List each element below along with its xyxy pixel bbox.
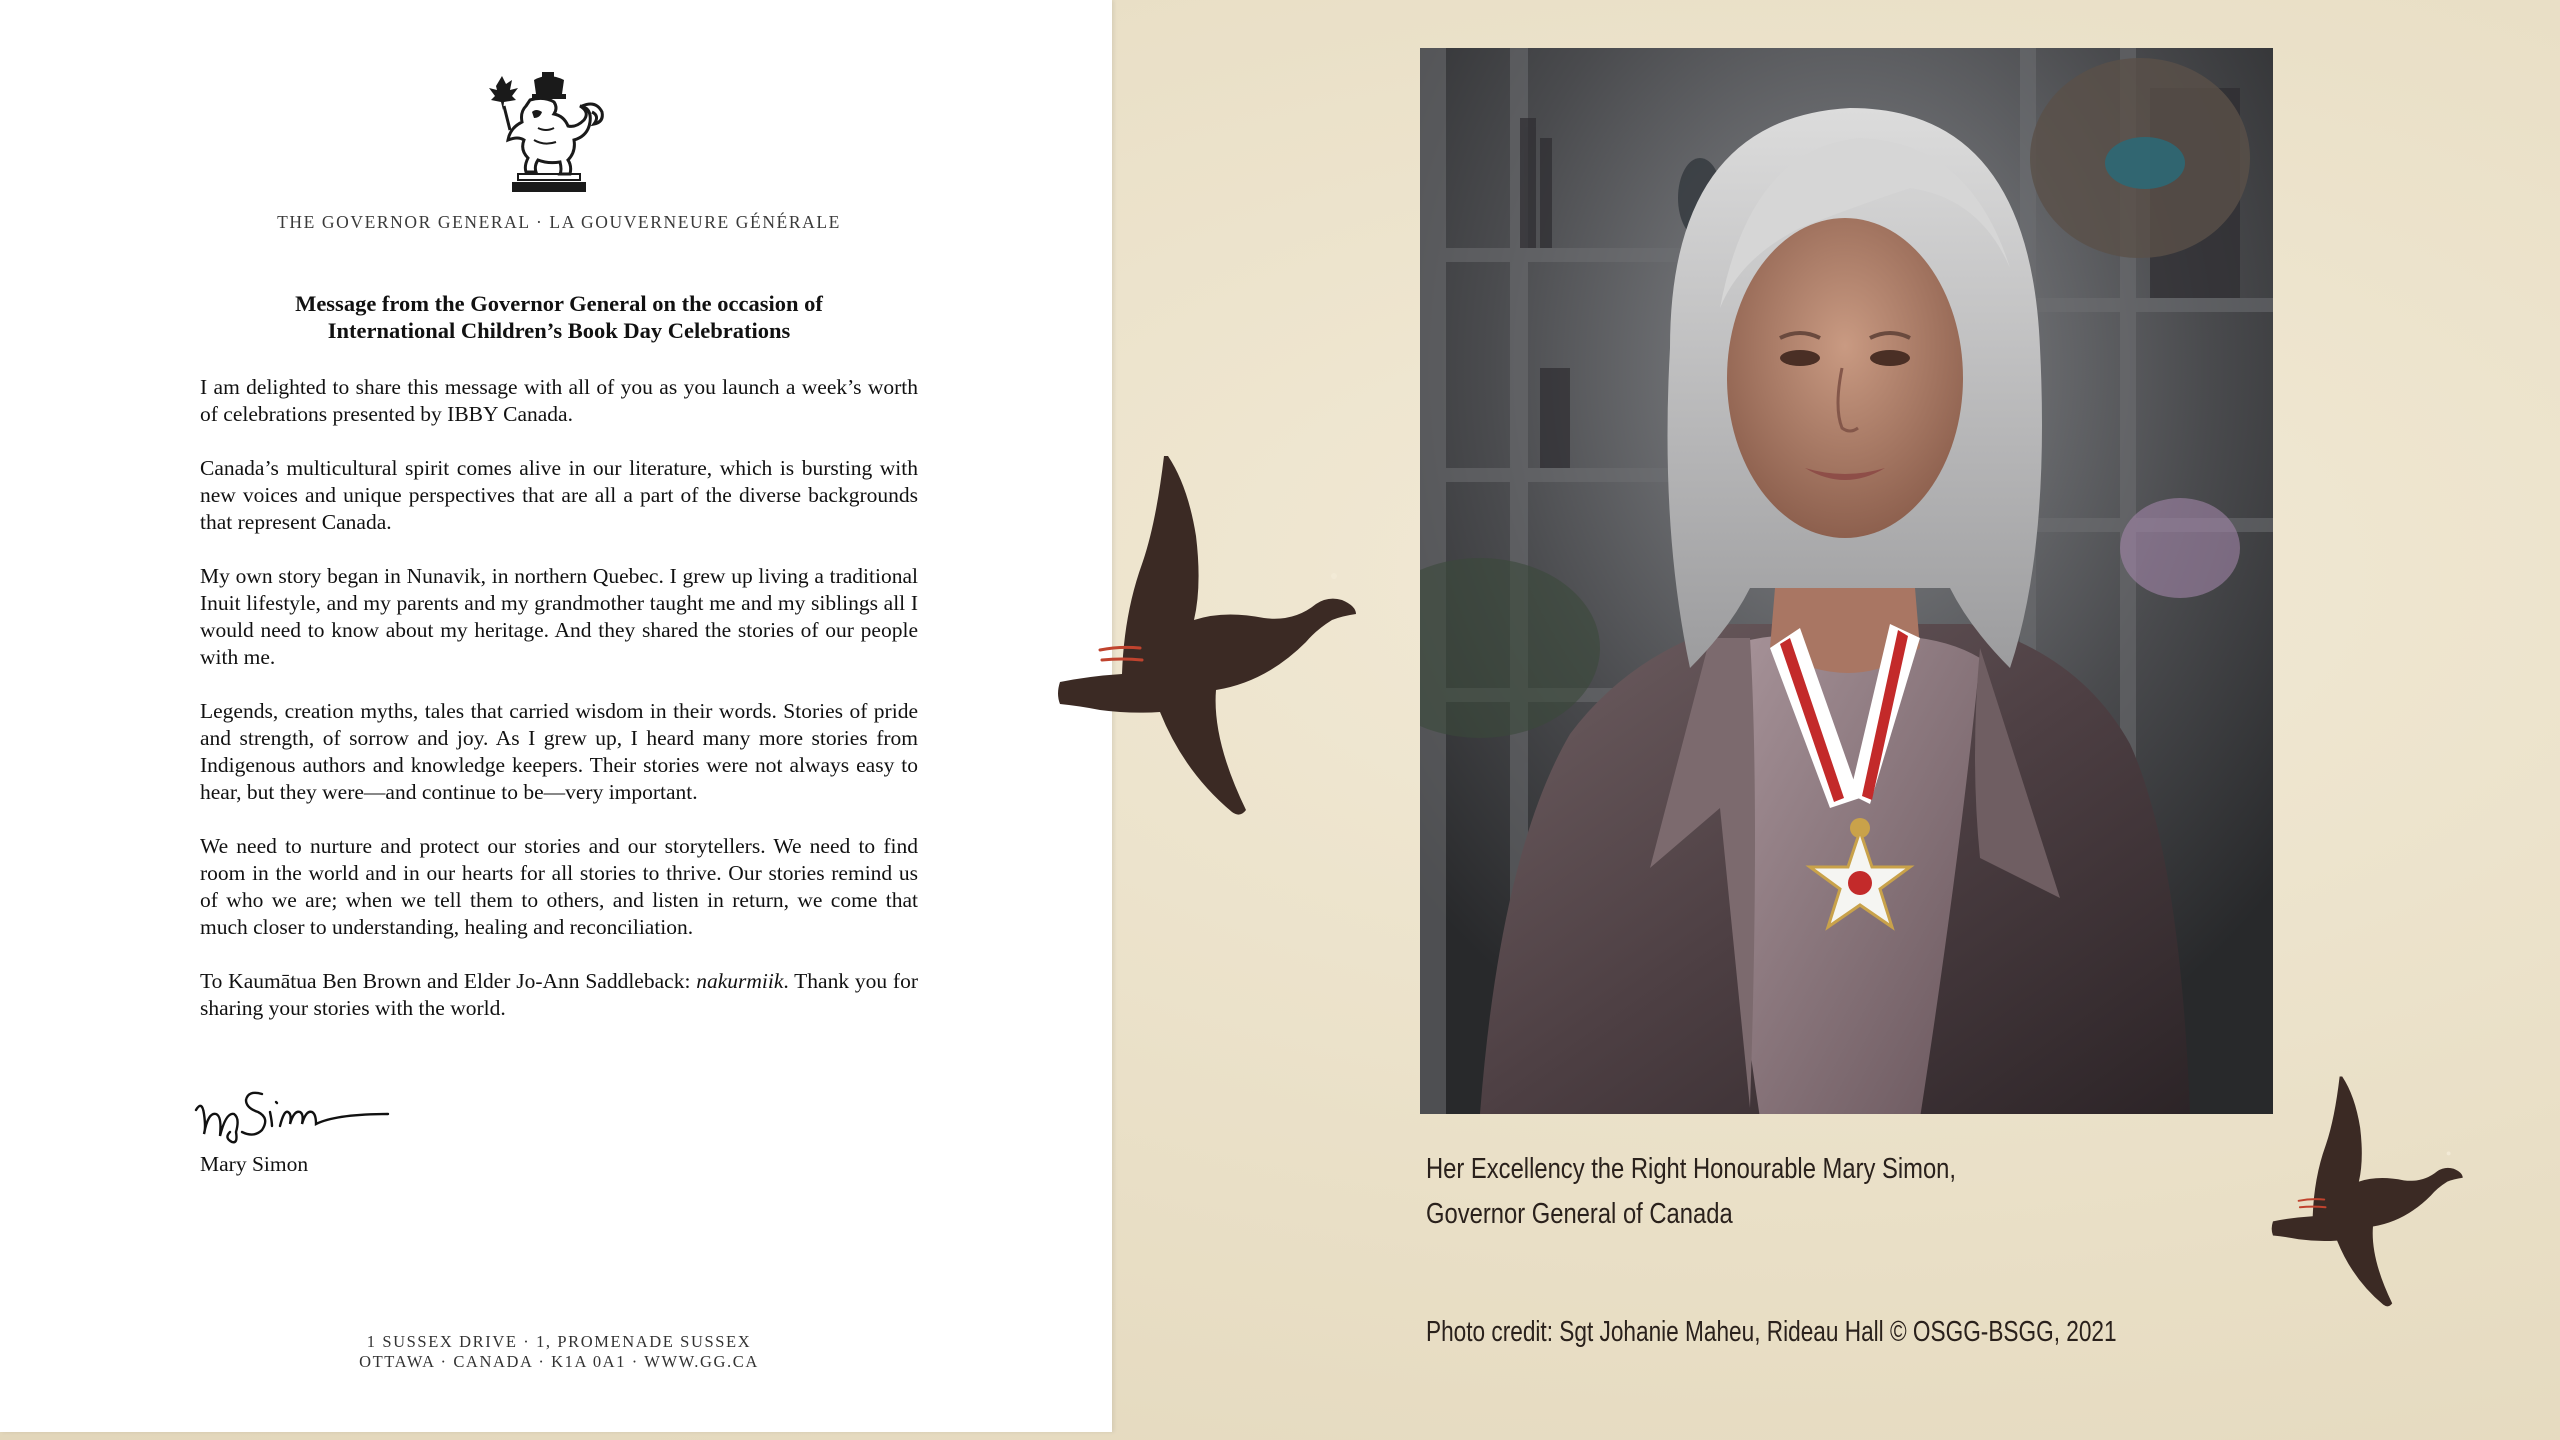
photo-credit: Photo credit: Sgt Johanie Maheu, Rideau Hall © OSGG-BSGG, 2021 [1426, 1316, 2117, 1348]
message-body [200, 374, 918, 1049]
signer-name: Mary Simon [200, 1152, 309, 1176]
paragraph: Legends, creation myths, tales that carried wisdom in their words. Stories of pride and strength, of sorrow and joy. As I grew up, I heard many more stories from Indigenous authors and knowledge keepers. Their stories were not always easy to hear, but they were—and continue to be—very important. [200, 699, 918, 804]
letter-page [0, 0, 1112, 1432]
goose-silhouette-icon [2264, 1070, 2464, 1315]
portrait-illustration [1420, 48, 2273, 1114]
address-line-1: 1 SUSSEX DRIVE · 1, PROMENADE SUSSEX [366, 1332, 752, 1351]
closing-text: To Kaumātua Ben Brown and Elder Jo-Ann Saddleback: [200, 969, 697, 993]
message-title-line-2: International Children’s Book Day Celebrations [327, 318, 791, 343]
portrait-photo [1420, 48, 2273, 1114]
closing-italic: nakurmiik [696, 969, 784, 993]
paragraph: I am delighted to share this message with all of you as you launch a week’s worth of celebrations presented by IBBY Canada. [200, 375, 918, 426]
closing-paragraph [200, 968, 918, 1022]
closing-text-end: . Thank you for sharing your stories with the world. [200, 969, 918, 1020]
goose-silhouette-icon [1046, 446, 1358, 828]
letterhead-address [0, 1332, 1118, 1372]
paragraph: My own story began in Nunavik, in northern Quebec. I grew up living a traditional Inuit lifestyle, and my parents and my grandmother taught me and my siblings all I would need to know about my heritage. And they shared the stories of our people with me. [200, 564, 918, 669]
message-title [200, 290, 918, 344]
caption-line-1: Her Excellency the Right Honourable Mary Simon, [1426, 1153, 1957, 1185]
signature-mark [192, 1080, 402, 1144]
paragraph: Canada’s multicultural spirit comes alive in our literature, which is bursting with new voices and unique perspectives that are all a part of the diverse backgrounds that represent Canada. [200, 456, 918, 534]
royal-crest-icon [482, 66, 616, 198]
caption-line-2: Governor General of Canada [1426, 1198, 1733, 1230]
paragraph: We need to nurture and protect our stories and our storytellers. We need to find room in the world and in our hearts for all stories to thrive. Our stories remind us of who we are; when we tell them to others, and listen in return, we come that much closer to understanding, healing and reconciliation. [200, 834, 918, 939]
letterhead-title: THE GOVERNOR GENERAL · LA GOUVERNEURE GÉNÉRALE [277, 212, 841, 232]
photo-caption [1426, 1147, 2000, 1237]
address-line-2: OTTAWA · CANADA · K1A 0A1 · WWW.GG.CA [359, 1352, 759, 1371]
message-title-line-1: Message from the Governor General on the occasion of [295, 291, 823, 316]
